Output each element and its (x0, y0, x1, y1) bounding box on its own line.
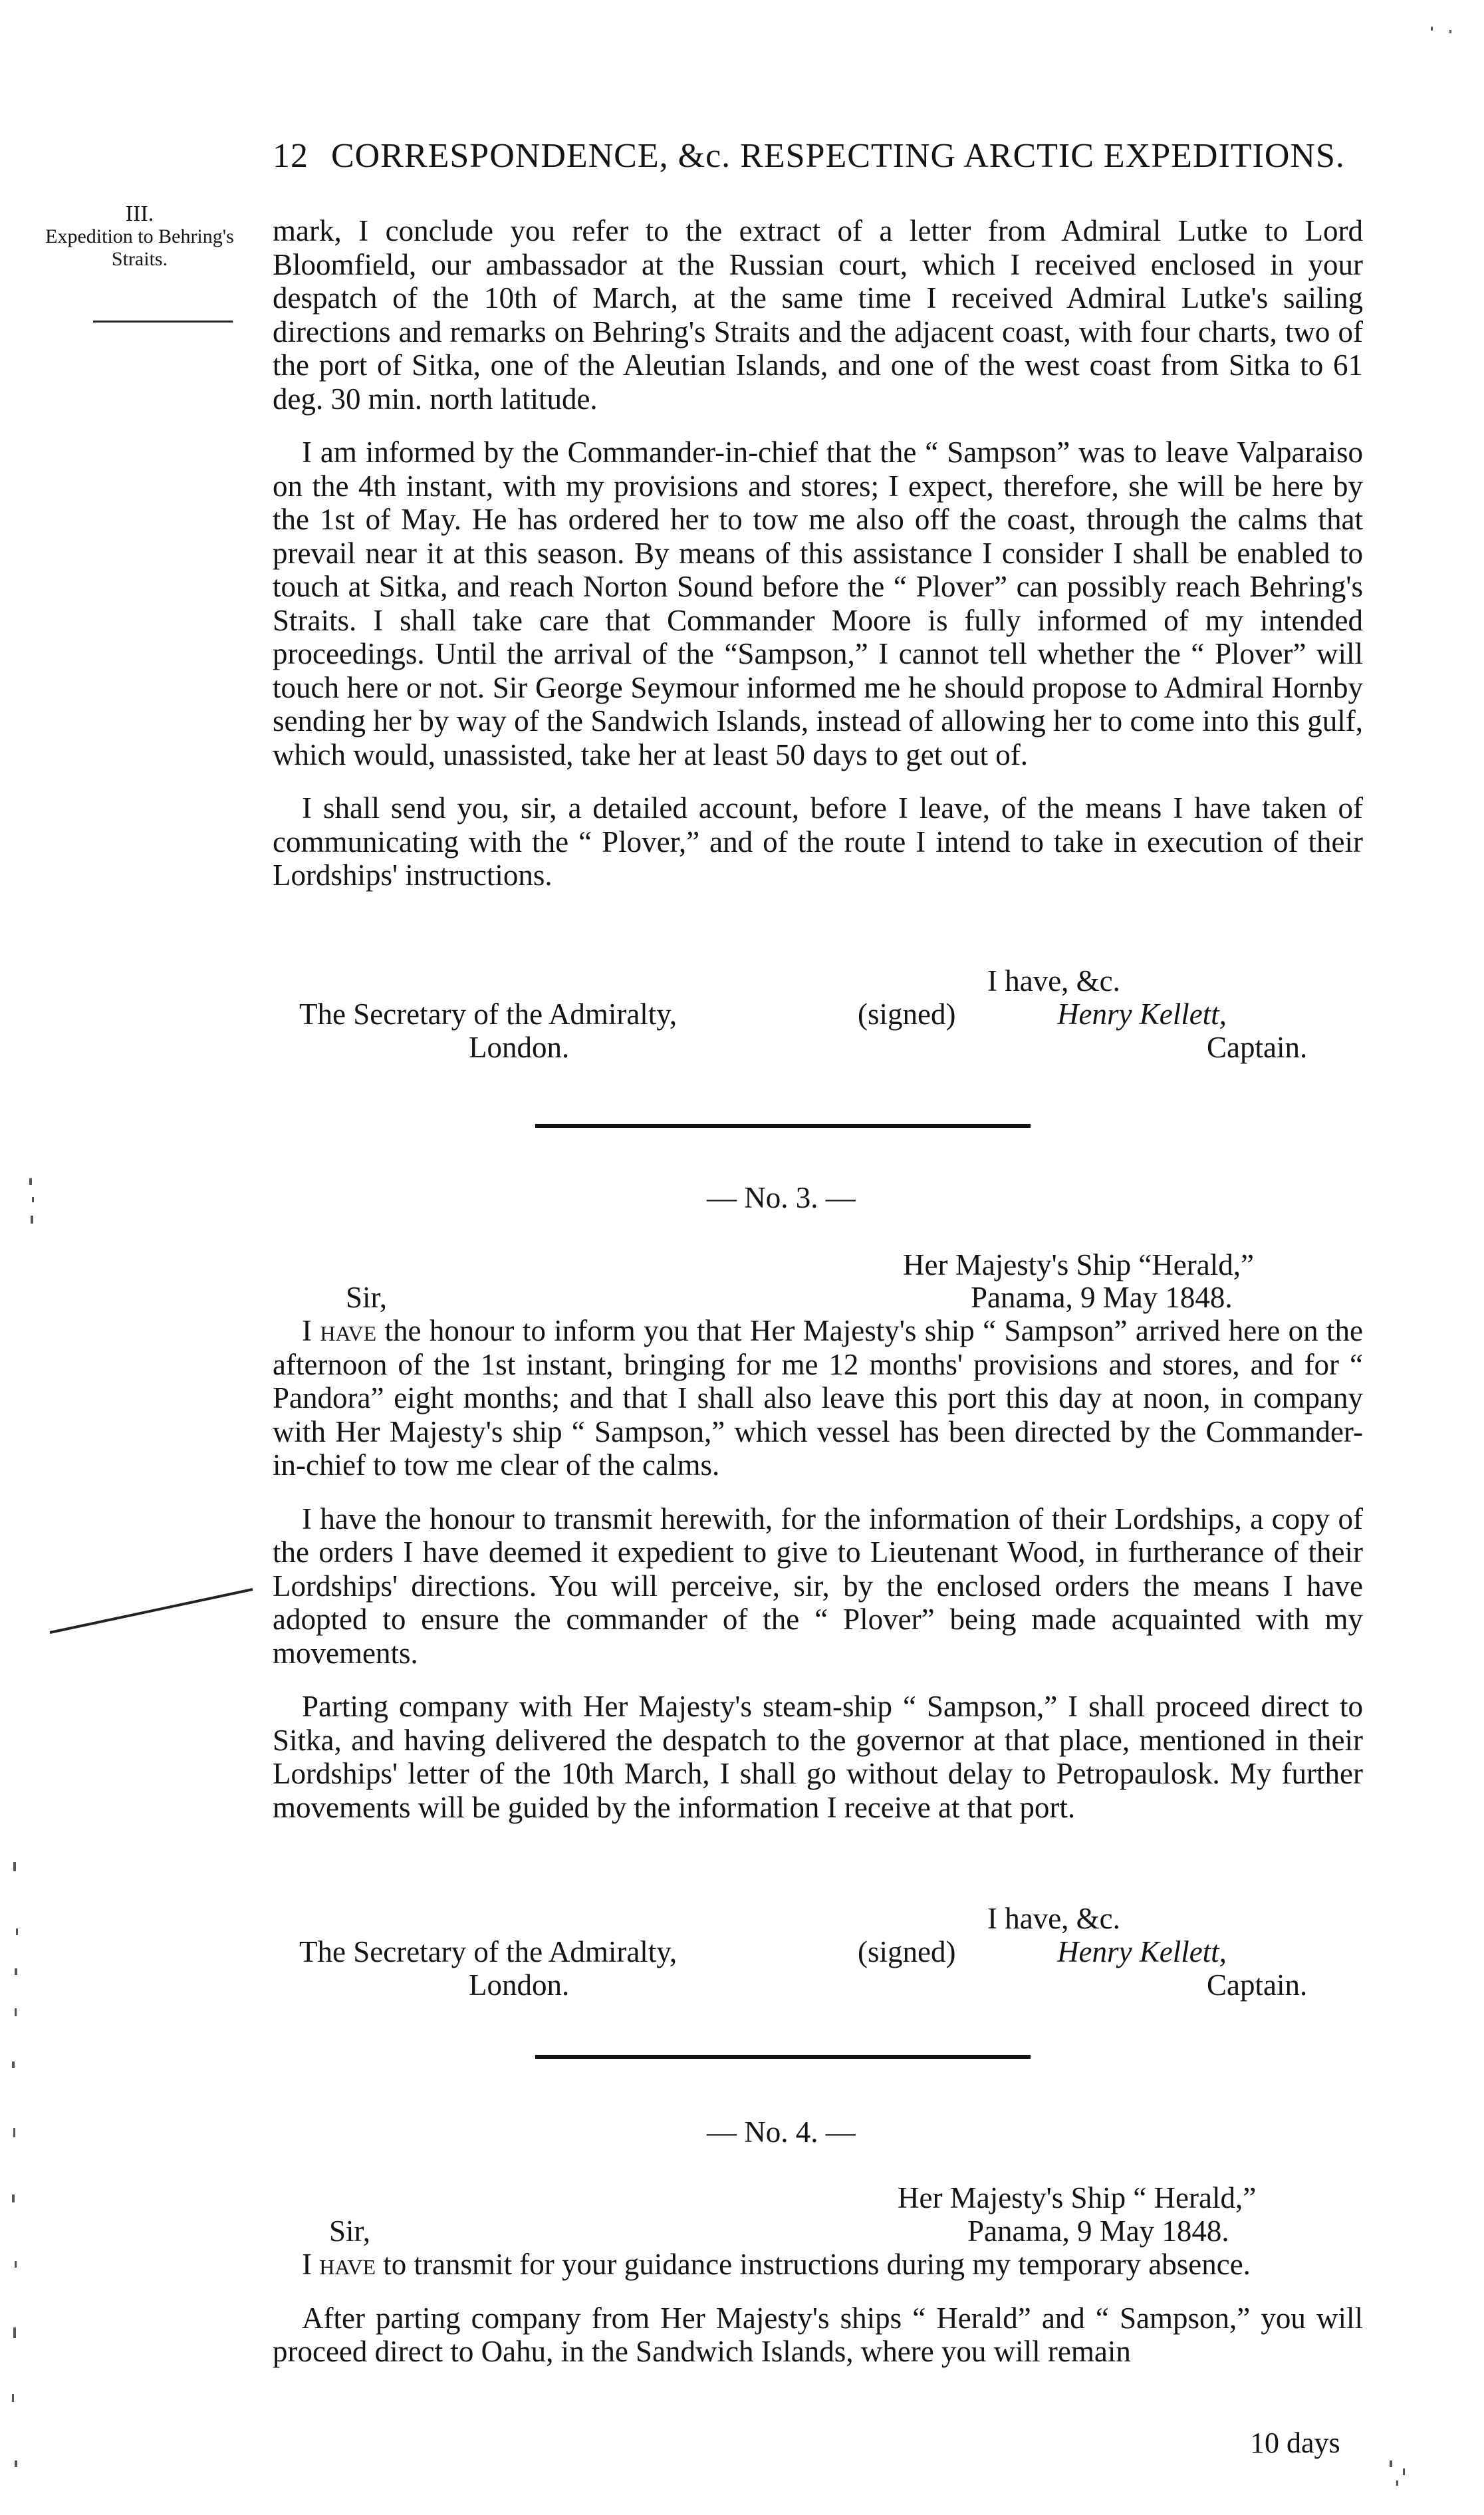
letter-3-closing: I have, &c. (987, 1902, 1120, 1935)
letter-4-place-date: Panama, 9 May 1848. (967, 2214, 1229, 2248)
letter-3-addressee-line-1: The Secretary of the Admiralty, (299, 1935, 678, 1968)
letter-2-paragraph-1: mark, I conclude you refer to the extract of a letter from Admiral Lutke to Lord Bloomfield, our ambassador at the Russian court, which I received enclosed in your despatch of the 10th of March, at the same time I received Admiral Lutke's sailing directions and remarks on Behring's Straits and the adjacent coast, with four charts, two of the port of Sitka, one of the Aleutian Islands, and one of the west coast from Sitka to 61 deg. 30 min. north latitude. (273, 214, 1363, 416)
letter-2-signed: (signed) (858, 997, 956, 1031)
letter-4-paragraph-1-text: to transmit for your guidance instructions during my temporary absence. (376, 2248, 1251, 2281)
letter-3-paragraph-1 (273, 1314, 1363, 1482)
letter-3-place-date: Panama, 9 May 1848. (971, 1281, 1233, 1314)
running-header (273, 136, 1363, 176)
letter-2-signatory: Henry Kellett, (1057, 997, 1227, 1031)
letter-4-opening-word: I have (302, 2248, 376, 2281)
letter-4-paragraph-1 (273, 2248, 1363, 2282)
letter-2-paragraph-3: I shall send you, sir, a detailed account, before I leave, of the means I have taken of communicating with the “ Plover,” and of the route I intend to take in execution of their Lordships' instructions. (273, 791, 1363, 892)
letter-3-paragraph-2: I have the honour to transmit herewith, for the information of their Lordships, a copy of the orders I have deemed it expedient to give to Lieutenant Wood, in furtherance of their Lordships' directions. You will perceive, sir, by the enclosed orders the means I have adopted to ensure the commander of the “ Plover” being made acquainted with my movements. (273, 1502, 1363, 1670)
letter-2-closing: I have, &c. (987, 964, 1120, 997)
letter-2-rank: Captain. (1207, 1031, 1308, 1064)
letter-3-paragraph-3: Parting company with Her Majesty's steam-ship “ Sampson,” I shall proceed direct to Sitka, and having delivered the despatch to the governor at that place, mentioned in their Lordships' letter of the 10th March, I shall go without delay to Petropaulosk. My further movements will be guided by the information I receive at that port. (273, 1690, 1363, 1824)
letter-2-paragraph-2: I am informed by the Commander-in-chief that the “ Sampson” was to leave Valparaiso on the 4th instant, with my provisions and stores; I expect, therefore, she will be here by the 1st of May. He has ordered her to tow me also off the coast, through the calms that prevail near it at this season. By means of this assistance I consider I shall be enabled to touch at Sitka, and reach Norton Sound before the “ Plover” can possibly reach Behring's Straits. I shall take care that Commander Moore is fully informed of my intended proceedings. Until the arrival of the “Sampson,” I cannot tell whether the “ Plover” will touch here or not. Sir George Seymour informed me he should propose to Admiral Hornby sending her by way of the Sandwich Islands, instead of allowing her to come into this gulf, which would, unassisted, take her at least 50 days to get out of. (273, 436, 1363, 771)
letter-4-ship: Her Majesty's Ship “ Herald,” (898, 2181, 1257, 2214)
letter-2-addressee-line-2: London. (469, 1031, 570, 1064)
page-number: 12 (273, 137, 309, 175)
letter-4-paragraph-2: After parting company from Her Majesty's ships “ Herald” and “ Sampson,” you will proceed direct to Oahu, in the Sandwich Islands, where you will remain (273, 2301, 1363, 2368)
margin-note-number: III. (125, 201, 154, 226)
section-divider-2 (535, 2055, 1031, 2059)
letter-2-signature-block (273, 964, 1363, 1077)
letter-4-salutation: Sir, (329, 2214, 370, 2248)
letter-3-ship: Her Majesty's Ship “Herald,” (903, 1248, 1254, 1281)
section-divider-1 (535, 1124, 1031, 1128)
letter-2-addressee-line-1: The Secretary of the Admiralty, (299, 997, 678, 1031)
letter-3-opening-word: I have (302, 1314, 377, 1347)
letter-3-paragraph-1-text: the honour to inform you that Her Majesty's ship “ Sampson” arrived here on the afternoon of the 1st instant, bringing for me 12 months' provisions and stores, and for “ Pandora” eight months; and that I shall also leave this port this day at noon, in company with Her Majesty's ship “ Sampson,” which vessel has been directed by the Commander-in-chief to tow me clear of the calms. (273, 1314, 1363, 1482)
margin-note-text: Expedition to Behring's Straits. (45, 225, 234, 270)
letter-3-salutation: Sir, (346, 1281, 387, 1314)
letter-3-rank: Captain. (1207, 1968, 1308, 2002)
catchword: 10 days (1250, 2427, 1340, 2459)
letter-2-body (273, 214, 1363, 892)
running-title: CORRESPONDENCE, &c. RESPECTING ARCTIC EXPEDITIONS. (331, 137, 1345, 175)
margin-pen-stroke (50, 1589, 253, 1633)
letter-3-signature-block (273, 1902, 1363, 2015)
letter-3-addressee-line-2: London. (469, 1968, 570, 2002)
letter-4-body (273, 2248, 1363, 2369)
letter-3-number: — No. 3. — (707, 1181, 856, 1214)
margin-note-rule (93, 321, 233, 323)
letter-3-signed: (signed) (858, 1935, 956, 1968)
letter-3-body (273, 1314, 1363, 1824)
margin-note (27, 203, 253, 271)
letter-3-signatory: Henry Kellett, (1057, 1935, 1227, 1968)
letter-4-number: — No. 4. — (707, 2115, 856, 2149)
